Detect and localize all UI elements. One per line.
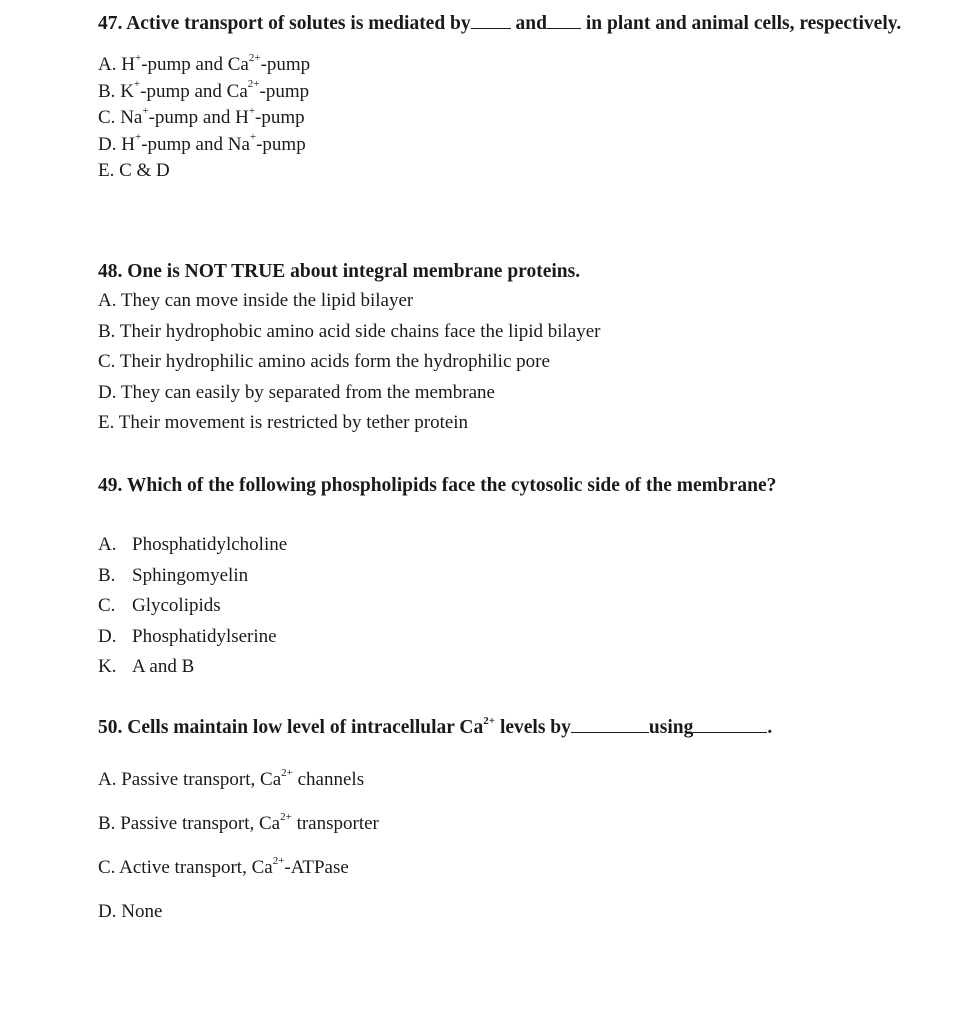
option-a[interactable] [98, 52, 928, 79]
option-text: channels [297, 769, 365, 790]
option-letter: D. [98, 381, 117, 403]
option-b[interactable] [98, 317, 928, 348]
option-text: K [120, 80, 134, 102]
superscript: 2+ [248, 51, 261, 64]
superscript: + [142, 104, 149, 117]
option-text: -pump [256, 133, 306, 155]
option-text: They can move inside the lipid bilayer [120, 290, 414, 311]
option-text: A and B [132, 656, 195, 677]
option-text: Their movement is restricted by tether protein [118, 412, 469, 433]
option-a[interactable] [98, 530, 928, 561]
question-50 [98, 714, 928, 934]
option-text: transporter [296, 813, 379, 834]
option-letter: D. [98, 625, 117, 647]
option-a[interactable] [98, 758, 928, 802]
option-letter: C. [98, 595, 116, 616]
option-letter: B. [98, 564, 116, 586]
stem-text: Cells maintain low level of intracellular Ca [127, 717, 484, 738]
option-a[interactable] [98, 286, 928, 317]
option-letter: K. [98, 656, 117, 677]
option-d[interactable] [98, 622, 928, 653]
option-letter: C. [98, 107, 116, 128]
option-text: Active transport, Ca [119, 857, 273, 878]
stem-text: in plant and animal cells, respectively. [585, 13, 902, 34]
option-letter: B. [98, 813, 116, 834]
option-letter: A. [98, 54, 117, 75]
option-list [98, 758, 928, 934]
option-text: -pump and Na [141, 133, 250, 155]
option-letter: E. [98, 412, 115, 433]
superscript: 2+ [483, 714, 496, 727]
option-d[interactable] [98, 132, 928, 159]
option-c[interactable] [98, 347, 928, 378]
option-text: -pump [255, 107, 305, 128]
stem-text: and [515, 13, 547, 34]
option-text: -ATPase [284, 857, 349, 878]
option-letter: A. [98, 534, 117, 555]
option-text: -pump and Ca [140, 80, 248, 102]
option-c[interactable] [98, 846, 928, 890]
stem-text: using [648, 717, 694, 738]
option-letter: A. [98, 769, 117, 790]
superscript: + [133, 78, 141, 91]
superscript: 2+ [247, 78, 260, 91]
superscript: + [134, 131, 142, 144]
question-number: 50. [98, 717, 123, 738]
superscript: 2+ [272, 854, 285, 867]
option-letter: A. [98, 290, 117, 311]
option-letter: E. [98, 160, 115, 181]
stem-text: One is NOT TRUE about integral membrane proteins. [127, 261, 581, 282]
question-49-stem [98, 472, 928, 500]
option-letter: C. [98, 857, 116, 878]
superscript: + [249, 131, 257, 144]
question-number: 48. [98, 261, 123, 282]
option-text: Their hydrophobic amino acid side chains face the lipid bilayer [119, 320, 601, 342]
option-b[interactable] [98, 802, 928, 846]
question-49 [98, 472, 928, 683]
superscript: 2+ [280, 810, 292, 823]
option-text: H [121, 54, 135, 75]
option-e[interactable] [98, 158, 928, 185]
option-text: They can easily by separated from the membrane [120, 381, 495, 403]
option-d[interactable] [98, 378, 928, 409]
option-b[interactable] [98, 79, 928, 106]
option-d[interactable] [98, 890, 928, 934]
option-text: Passive transport, Ca [120, 813, 281, 834]
option-text: -pump and Ca [141, 54, 249, 75]
option-list [98, 52, 928, 185]
option-text: Phosphatidylserine [132, 625, 277, 647]
option-text: Their hydrophilic amino acids form the hydrophilic pore [119, 351, 550, 372]
option-list [98, 286, 928, 439]
answer-blank [571, 716, 649, 733]
superscript: 2+ [281, 766, 293, 779]
stem-text: . [767, 717, 773, 738]
question-number: 49. [98, 475, 123, 496]
option-text: -pump [259, 80, 310, 102]
stem-text: Active transport of solutes is mediated by [126, 13, 471, 34]
option-text: Glycolipids [132, 595, 221, 616]
stem-text: Which of the following phospholipids face the cytosolic side of the membrane? [126, 475, 777, 496]
option-e[interactable] [98, 408, 928, 439]
superscript: + [134, 51, 142, 64]
option-text: Na [120, 107, 143, 128]
option-text: Sphingomyelin [132, 564, 249, 586]
option-c[interactable] [98, 105, 928, 132]
option-letter: B. [98, 320, 116, 342]
stem-text: levels by [499, 717, 571, 738]
superscript: + [248, 104, 256, 117]
option-list [98, 530, 928, 683]
question-50-stem [98, 714, 928, 742]
option-letter: C. [98, 351, 116, 372]
option-b[interactable] [98, 561, 928, 592]
question-47-stem [98, 10, 928, 38]
option-text: C & D [119, 160, 170, 181]
question-number: 47. [98, 13, 123, 34]
option-letter: B. [98, 80, 116, 102]
answer-blank [547, 12, 581, 29]
answer-blank [693, 716, 767, 733]
question-47 [98, 10, 928, 185]
question-48 [98, 258, 928, 439]
option-c[interactable] [98, 591, 928, 622]
option-letter: D. [98, 901, 117, 922]
option-text: -pump and H [148, 107, 249, 128]
option-text: Phosphatidylcholine [132, 534, 288, 555]
option-k[interactable] [98, 652, 928, 683]
answer-blank [471, 12, 511, 29]
option-letter: D. [98, 133, 117, 155]
option-text: None [121, 901, 163, 922]
option-text: H [121, 133, 135, 155]
option-text: -pump [260, 54, 311, 75]
option-text: Passive transport, Ca [121, 769, 282, 790]
question-48-stem [98, 258, 928, 286]
